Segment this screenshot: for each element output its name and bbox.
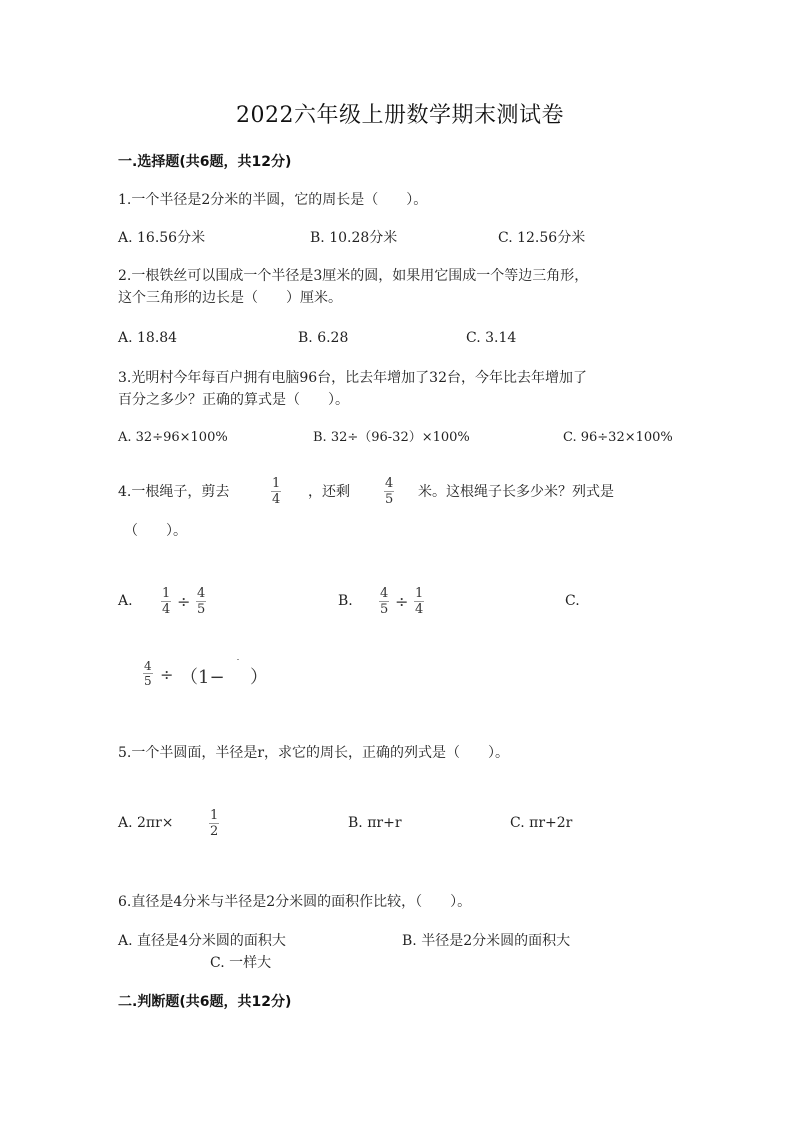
fraction-four-fifths: $\frac{4}{5}$	[385, 476, 394, 507]
q3-option-b[interactable]: B. 32÷（96-32）×100%	[313, 430, 470, 445]
fraction-four-fifths: $\frac{4}{5}$	[197, 586, 206, 617]
q5-option-b[interactable]: B. πr+r	[348, 815, 402, 831]
q6-option-b[interactable]: B. 半径是2分米圆的面积大	[402, 933, 571, 949]
question-text: 直径是4分米与半径是2分米圆的面积作比较，（ ）。	[131, 894, 472, 910]
section-heading-true-false: 二.判断题(共6题，共12分)	[118, 994, 292, 1010]
question-4-part3: 米。这根绳子长多少米？列式是	[418, 484, 614, 500]
question-number: 4.	[118, 484, 132, 500]
q4-option-a[interactable]: A.	[118, 593, 133, 609]
question-2	[118, 265, 588, 287]
q1-option-c[interactable]: C. 12.56分米	[498, 230, 586, 246]
fraction-one-quarter: $\frac{1}{4}$	[162, 586, 171, 617]
question-text: 一个半径是2分米的半圆，它的周长是（ ）。	[131, 192, 428, 208]
q6-option-c[interactable]: C. 一样大	[210, 955, 272, 971]
q3-option-a[interactable]: A. 32÷96×100%	[118, 430, 228, 445]
fraction-four-fifths: $\frac{4}{5}$	[144, 659, 152, 688]
question-number: 5.	[118, 745, 132, 761]
question-1	[118, 189, 427, 211]
option-c-open-paren: （1−	[180, 667, 225, 688]
question-text: 一根绳子，剪去	[131, 484, 230, 500]
question-2-line2: 这个三角形的边长是（ ）厘米。	[118, 290, 342, 306]
section-heading-multiple-choice: 一.选择题(共6题，共12分)	[118, 154, 292, 170]
question-number: 2.	[118, 268, 132, 284]
fraction-one-quarter: $\frac{1}{4}$	[415, 586, 424, 617]
q2-option-c[interactable]: C. 3.14	[466, 330, 517, 346]
q4-option-b[interactable]: B.	[338, 593, 353, 609]
divide-sign: ÷	[177, 592, 191, 611]
fraction-one-quarter	[237, 659, 239, 660]
question-6	[118, 891, 471, 913]
option-c-close-paren: ）	[250, 667, 268, 688]
question-4-part1	[118, 481, 229, 503]
question-number: 3.	[118, 370, 132, 386]
q1-option-b[interactable]: B. 10.28分米	[310, 230, 398, 246]
divide-sign: ÷	[160, 665, 174, 684]
question-5	[118, 742, 509, 764]
q5-option-a[interactable]: A. 2πr×	[118, 815, 174, 831]
q2-option-b[interactable]: B. 6.28	[298, 330, 349, 346]
question-text: 一个半圆面，半径是r，求它的周长，正确的列式是（ ）。	[131, 745, 510, 761]
q4-option-c[interactable]: C.	[565, 593, 580, 609]
question-number: 1.	[118, 192, 132, 208]
fraction-one-half: $\frac{1}{2}$	[210, 808, 219, 839]
question-number: 6.	[118, 894, 132, 910]
fraction-four-fifths: $\frac{4}{5}$	[380, 586, 389, 617]
q3-option-c[interactable]: C. 96÷32×100%	[563, 430, 673, 445]
question-text-line1: 光明村今年每百户拥有电脑96台，比去年增加了32台，今年比去年增加了	[131, 370, 587, 386]
question-4-part2: ，还剩	[308, 484, 350, 500]
fraction-one-quarter: $\frac{1}{4}$	[272, 476, 281, 507]
question-3-line2: 百分之多少？正确的算式是（ ）。	[118, 392, 349, 408]
question-4-line2: （ ）。	[124, 523, 187, 539]
question-3	[118, 367, 587, 389]
divide-sign: ÷	[395, 592, 409, 611]
q5-option-c[interactable]: C. πr+2r	[510, 815, 573, 831]
q2-option-a[interactable]: A. 18.84	[118, 330, 178, 346]
question-text-line1: 一根铁丝可以围成一个半径是3厘米的圆，如果用它围成一个等边三角形，	[131, 268, 589, 284]
q6-option-a[interactable]: A. 直径是4分米圆的面积大	[118, 933, 286, 949]
page-title: 2022六年级上册数学期末测试卷	[236, 103, 564, 128]
q1-option-a[interactable]: A. 16.56分米	[118, 230, 206, 246]
